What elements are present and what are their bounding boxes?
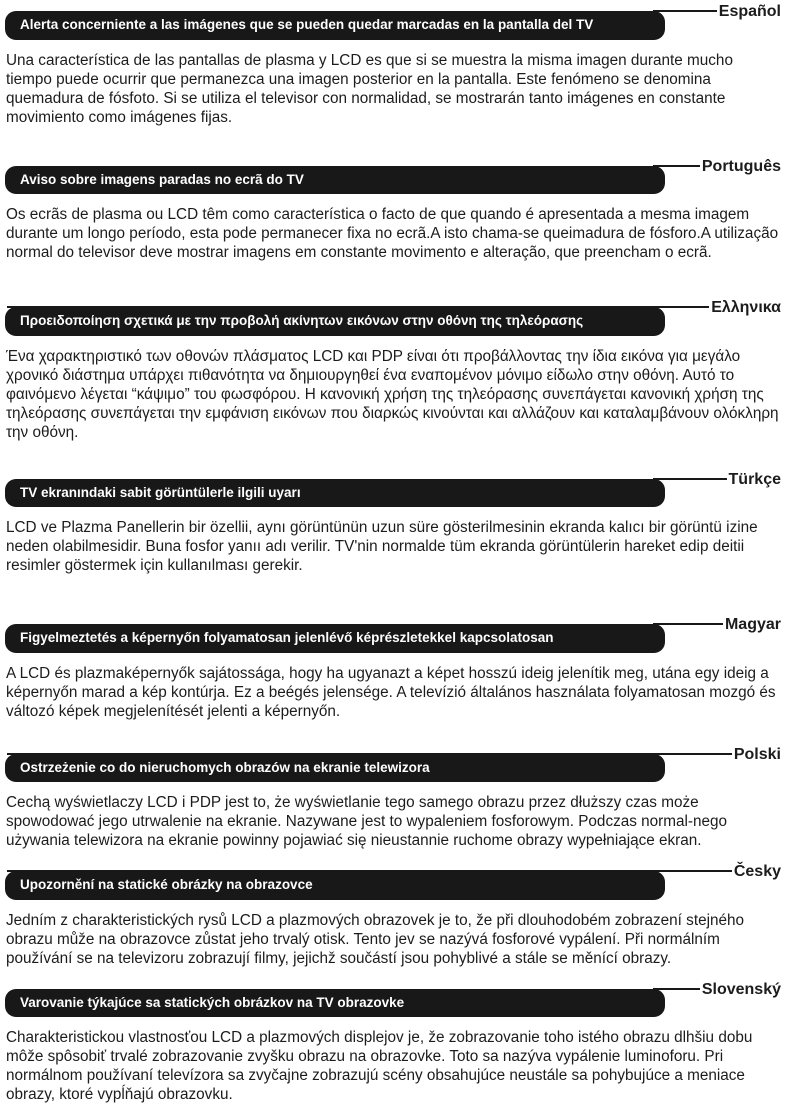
warning-heading: Aviso sobre imagens paradas no ecrã do TV — [20, 171, 304, 187]
language-section-slovensky — [5, 980, 781, 1105]
connector-line — [653, 10, 717, 12]
warning-heading-bar — [5, 871, 665, 900]
language-section-turkce — [5, 470, 781, 576]
warning-heading: Ostrzeżenie co do nieruchomych obrazów na ekranie telewizora — [20, 759, 430, 775]
section-header — [5, 745, 781, 783]
language-label: Ελληνικα — [711, 299, 781, 317]
language-label: Português — [701, 157, 781, 175]
warning-heading-bar — [5, 166, 665, 195]
warning-body: Os ecrãs de plasma ou LCD têm como característica o facto de que quando é apresentada a mesma imagem durante um longo período, esta pode permanecer fixa no ecrã.A isto chama-se queimadura de fósforo.A utilização normal do televisor deve mostrar imagens em constante movimento e alteração, que preencham o ecrã. — [6, 206, 779, 262]
section-header — [5, 298, 781, 336]
warning-body: A LCD és plazmaképernyők sajátossága, hogy ha ugyanazt a képet hosszú ideig jelenítik meg, utána egy ideig a képernyőn marad a kép kontúrja. Ez a beégés jelensége. A televízió általános használata folyamatosan mozgó és változó képek megjelenítését jelenti a képernyőn. — [6, 664, 776, 720]
warning-body: Una característica de las pantallas de plasma y LCD es que si se muestra la misma imagen durante mucho tiempo puede ocurrir que permanezca una imagen posterior en la pantalla. Este fenómeno se denomina quemadura de fósfoto. Si se utiliza el televisor con normalidad, se mostrarán tanto imágenes en constante movimiento como imágenes fijas. — [6, 51, 733, 126]
warning-heading-bar — [5, 307, 665, 336]
language-section-ellinika — [5, 298, 781, 442]
warning-heading: Προειδοποίηση σχετικά με την προβολή ακίνητων εικόνων στην οθόνη της τηλεόρασης — [20, 313, 584, 329]
warning-heading: Varovanie týkajúce sa statických obrázkov na TV obrazovke — [20, 994, 405, 1010]
warning-heading-bar — [5, 624, 665, 653]
language-label: Magyar — [724, 616, 781, 634]
language-section-espanol — [5, 2, 781, 127]
language-label: Slovenský — [701, 980, 781, 998]
warning-heading: TV ekranındaki sabit görüntülerle ilgili uyarı — [20, 484, 301, 500]
warning-body: LCD ve Plazma Panellerin bir özellii, aynı görüntünün uzun süre gösterilmesinin ekranda kalıcı bir görüntü izine neden olabilmesidir. Buna fosfor yanıı adı verilir. TV'nin normalde tüm ekranda görüntülerin hareket edip deitii resimler göstermek için kullanılması gerekir. — [6, 519, 758, 575]
connector-line — [7, 753, 732, 755]
section-header — [5, 157, 781, 195]
warning-body: Jedním z charakteristických rysů LCD a plazmových obrazovek je to, že při dlouhodobém zobrazení stejného obrazu může na obrazovce zůstat jeho trvalý otisk. Tento jev se nazývá fosforové vypálení. Při normálním používání se na televizoru zobrazují filmy, jejichž součástí jsou pohyblivé a stále se měnící obrazy. — [6, 911, 745, 967]
section-header — [5, 2, 781, 40]
connector-line — [653, 478, 727, 480]
warning-heading-bar — [5, 989, 665, 1018]
warning-heading: Alerta concerniente a las imágenes que se pueden quedar marcadas en la pantalla del TV — [20, 17, 594, 32]
warning-body: Ένα χαρακτηριστικό των οθονών πλάσματος LCD και PDP είναι ότι προβάλλοντας την ίδια εικόνα για μεγάλο χρονικό διάστημα υπάρχει πιθανότητα να δημιουργηθεί ένα εναπομένον μόνιμο είδωλο στην οθόνη. Αυτό το φαινόμενο λέγεται “κάψιμο” του φωσφόρου. Η κανονική χρήση της τηλεόρασης συνεπάγεται κανονική χρήση της τηλεόρασης συνεπάγεται την εμφάνιση εικόνων που διαρκώς κινούνται και αλλάζουν και καταλαμβάνουν ολόκληρη την οθόνη. — [6, 347, 779, 441]
warning-heading-bar — [5, 754, 665, 783]
language-label: Türkçe — [728, 470, 781, 488]
warning-heading-bar — [5, 11, 665, 40]
language-section-polski — [5, 745, 781, 851]
connector-line — [653, 623, 723, 625]
warning-heading: Upozornění na statické obrázky na obrazovce — [20, 877, 313, 893]
language-section-portugues — [5, 157, 781, 263]
warning-heading: Figyelmeztetés a képernyőn folyamatosan jelenlévő képrészletekkel kapcsolatosan — [20, 630, 554, 646]
connector-line — [653, 165, 700, 167]
language-label: Česky — [733, 863, 781, 881]
language-section-magyar — [5, 615, 781, 721]
connector-line — [7, 306, 709, 308]
connector-line — [7, 870, 732, 872]
warning-heading-bar — [5, 479, 665, 508]
warning-body: Charakteristickou vlastnosťou LCD a plazmových displejov je, že zobrazovanie toho istého obrazu dlhšiu dobu môže spôsobiť trvalé zobrazovanie zvyšku obrazu na obrazovke. Toto sa nazýva vypálenie luminoforu. Pri normálnom používaní televízora sa zvyčajne zobrazujú scény obsahujúce neustále sa pohybujúce a meniace obrazy, ktoré vypĺňajú obrazovku. — [6, 1029, 753, 1104]
section-header — [5, 615, 781, 653]
language-section-cesky — [5, 862, 781, 968]
section-header — [5, 980, 781, 1018]
section-header — [5, 862, 781, 900]
language-label: Español — [718, 3, 781, 20]
connector-line — [653, 988, 700, 990]
language-label: Polski — [733, 745, 781, 763]
warning-body: Cechą wyświetlaczy LCD i PDP jest to, że wyświetlanie tego samego obrazu przez dłuższy czas może spowodować jego utrwalenie na ekranie. Nazywane jest to wypaleniem fosforowym. Podczas normal-nego używania telewizora na ekranie powinny pojawiać się nieustannie ruchome obrazy wypełniające ekran. — [6, 794, 728, 850]
section-header — [5, 470, 781, 508]
